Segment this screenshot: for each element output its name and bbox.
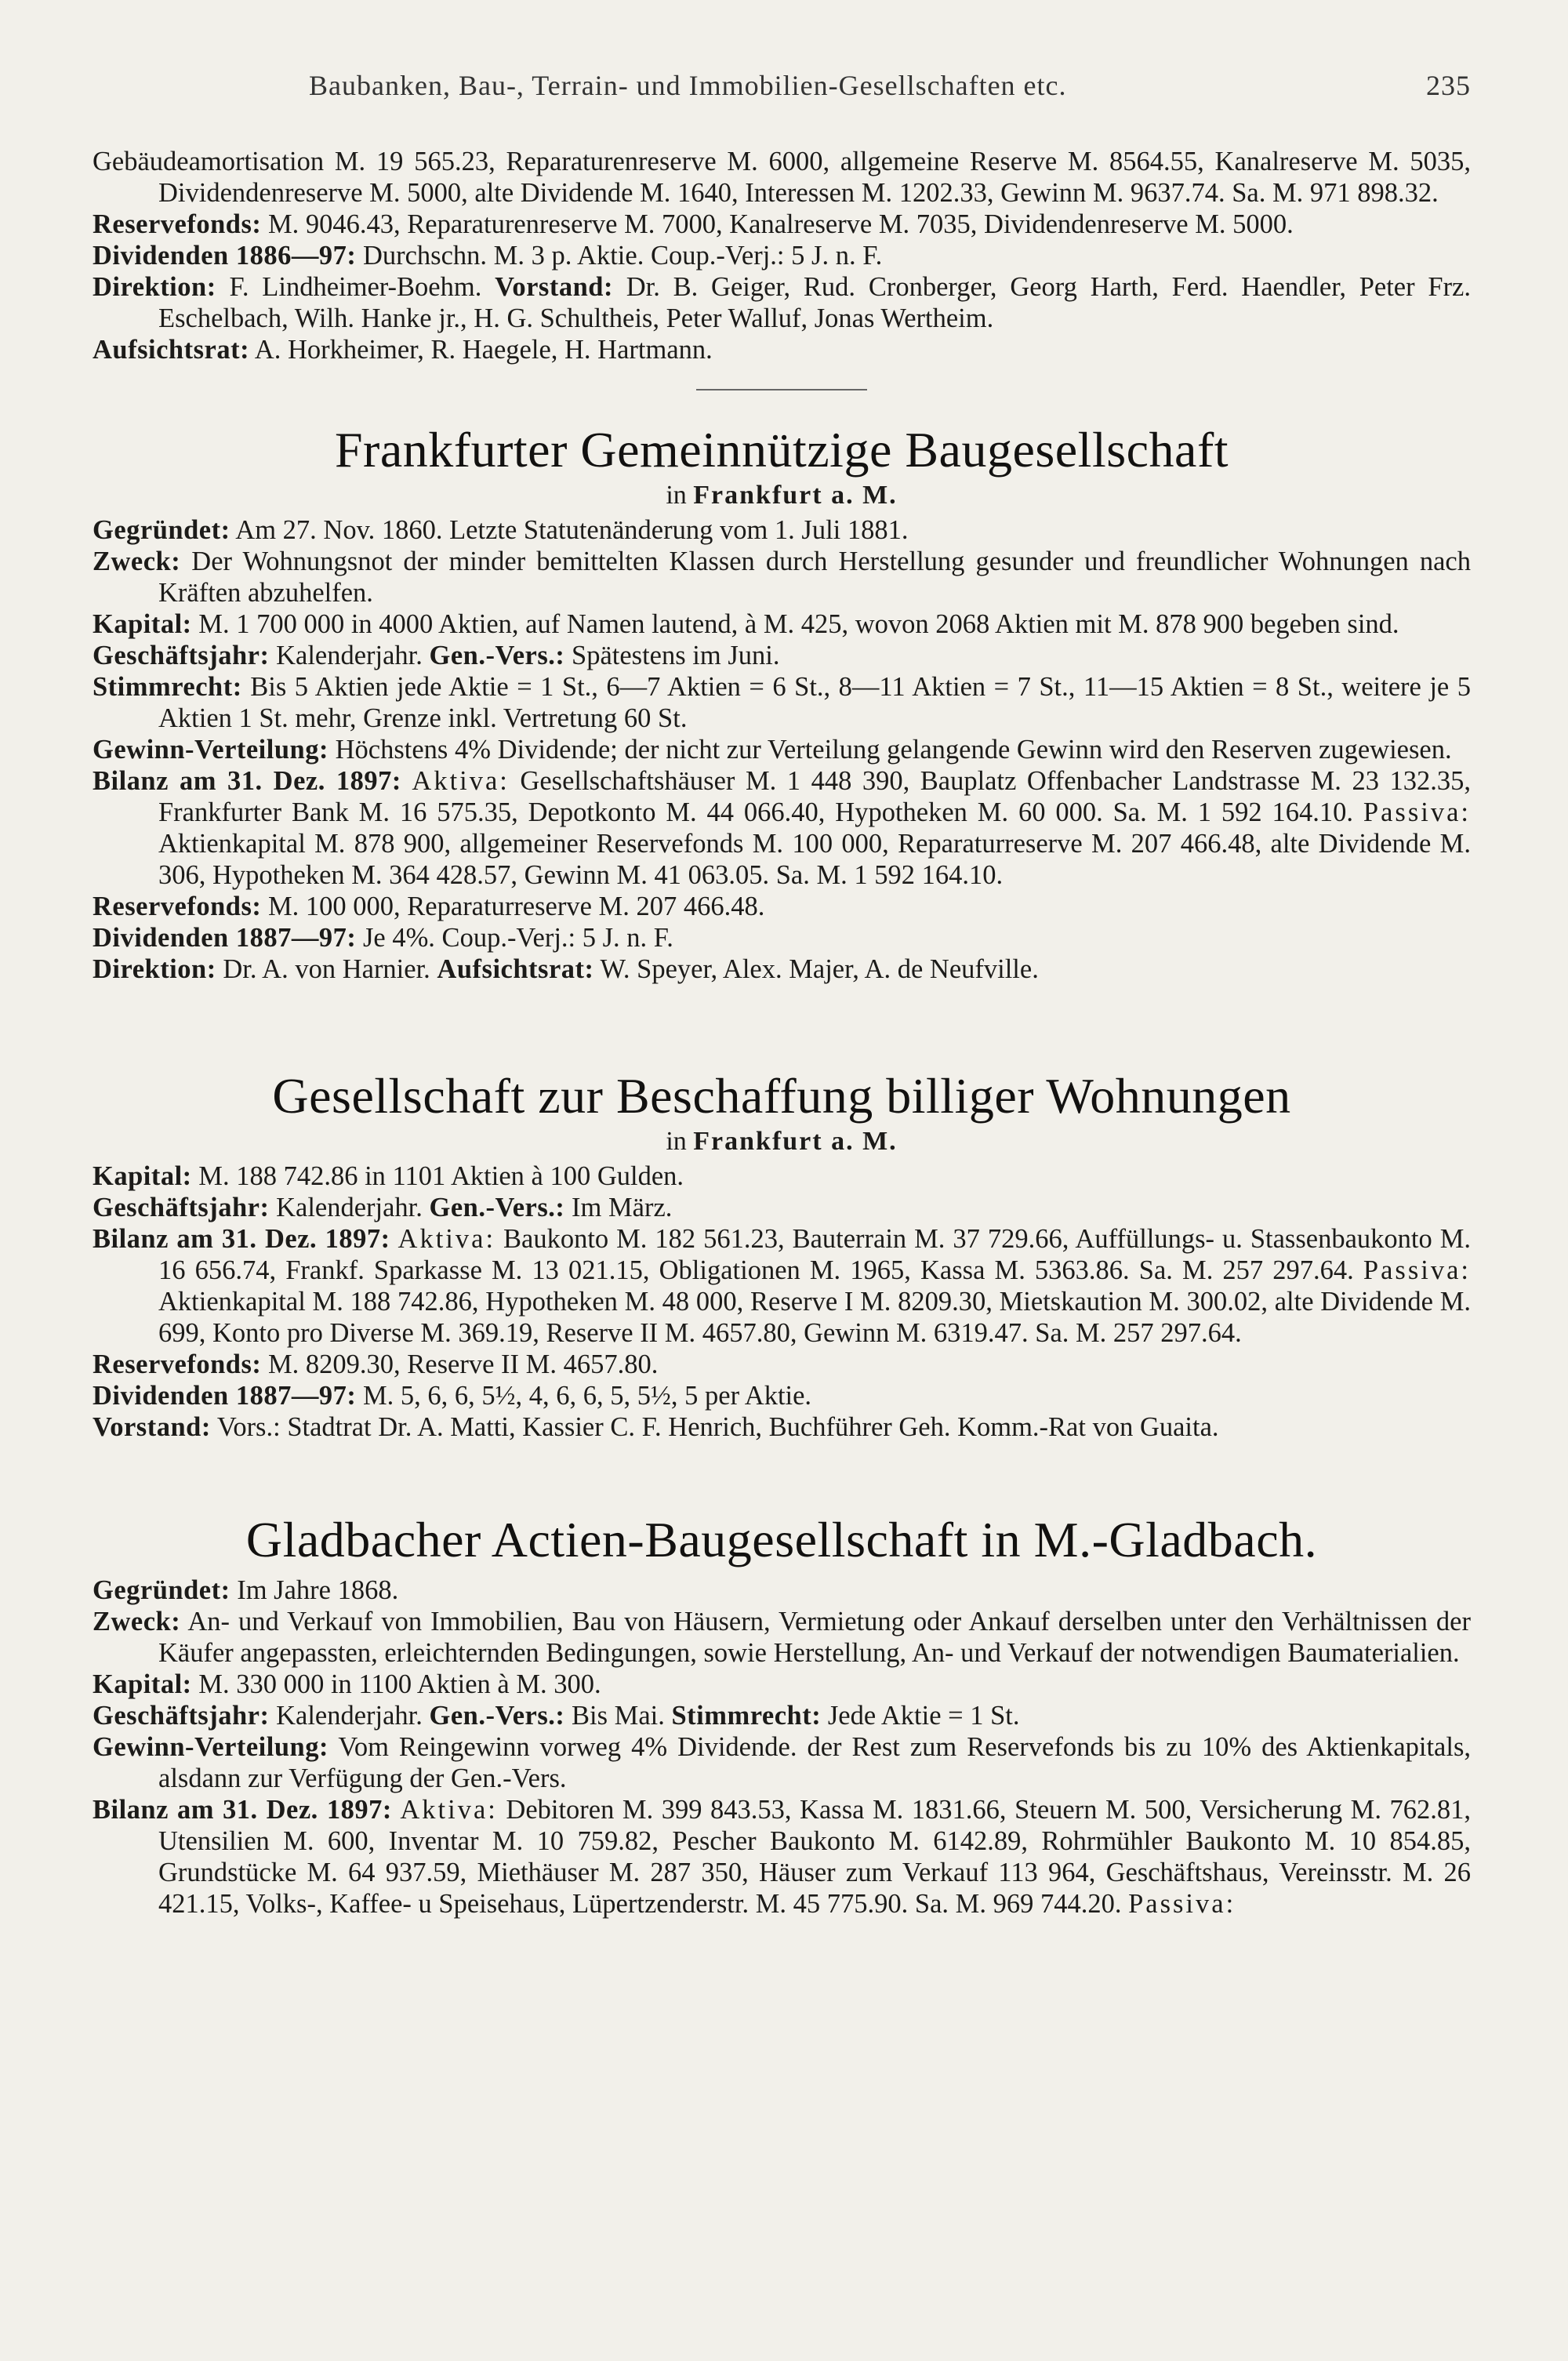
entry-continuation xyxy=(93,146,1471,365)
section-gap xyxy=(93,1443,1471,1510)
zweck-paragraph: Zweck: An- und Verkauf von Immobilien, Bau von Häusern, Vermietung oder Ankauf derselben unter den Verhältnissen der Käufer angepassten, erleichternden Bedingungen, sowie Herstellung, An- und Verkauf der notwendigen Baumaterialien. xyxy=(93,1607,1471,1668)
company-title: Gesellschaft zur Beschaffung billiger Wohnungen xyxy=(272,1068,1291,1124)
section-divider xyxy=(696,389,867,390)
stimmrecht-paragraph: Stimmrecht: Bis 5 Aktien jede Aktie = 1 St., 6—7 Aktien = 6 St., 8—11 Aktien = 7 St., 11—15 Aktien = 8 St., weitere je 5 Aktien 1 St. mehr, Grenze inkl. Vertretung 60 St. xyxy=(93,672,1471,733)
geschaeftsjahr-paragraph: Geschäftsjahr: Kalenderjahr. Gen.-Vers.: Spätestens im Juni. xyxy=(93,641,780,670)
company-title: Gladbacher Actien-Baugesellschaft in M.-Gladbach. xyxy=(245,1512,1318,1567)
gegruendet-paragraph: Gegründet: Am 27. Nov. 1860. Letzte Statutenänderung vom 1. Juli 1881. xyxy=(93,515,909,545)
section-gap xyxy=(93,985,1471,1066)
entry-gladbacher xyxy=(93,1510,1471,1920)
reservefonds-paragraph: Reservefonds: M. 100 000, Reparaturreserve M. 207 466.48. xyxy=(93,892,765,921)
company-location: in Frankfurt a. M. xyxy=(666,481,898,510)
company-title: Frankfurter Gemeinnützige Baugesellschaft xyxy=(334,422,1229,478)
reservefonds-paragraph: Reservefonds: M. 8209.30, Reserve II M. 4657.80. xyxy=(93,1349,659,1379)
kapital-paragraph: Kapital: M. 188 742.86 in 1101 Aktien à 100 Gulden. xyxy=(93,1161,684,1191)
dividenden-paragraph: Dividenden 1887—97: Je 4%. Coup.-Verj.: 5 J. n. F. xyxy=(93,923,673,953)
entry-billiger-wohnungen xyxy=(93,1066,1471,1443)
bilanz-paragraph: Bilanz am 31. Dez. 1897: Aktiva: Baukonto M. 182 561.23, Bauterrain M. 37 729.66, Auffüllungs- u. Stassenbaukonto M. 16 656.74, Frankf. Sparkasse M. 13 021.15, Obligationen M. 1965, Kassa M. 5363.86. Sa. M. 257 297.64. Passiva: Aktienkapital M. 188 742.86, Hypotheken M. 48 000, Reserve I M. 8209.30, Mietskaution M. 300.02, alte Dividende M. 699, Konto pro Diverse M. 369.19, Reserve II M. 4657.80, Gewinn M. 6319.47. Sa. M. 257 297.64. xyxy=(93,1224,1472,1348)
bilanz-paragraph: Bilanz am 31. Dez. 1897: Aktiva: Gesellschaftshäuser M. 1 448 390, Bauplatz Offenbacher Landstrasse M. 23 132.35, Frankfurter Bank M. 16 575.35, Depotkonto M. 44 066.40, Hypotheken M. 60 000. Sa. M. 1 592 164.10. Passiva: Aktienkapital M. 878 900, allgemeiner Reservefonds M. 100 000, Reparaturreserve M. 207 466.48, alte Dividende M. 306, Hypotheken M. 364 428.57, Gewinn M. 41 063.05. Sa. M. 1 592 164.10. xyxy=(93,766,1472,890)
direktion-paragraph: Direktion: Dr. A. von Harnier. Aufsichtsrat: W. Speyer, Alex. Majer, A. de Neufville. xyxy=(93,954,1039,984)
reservefonds-paragraph: Reservefonds: M. 9046.43, Reparaturenreserve M. 7000, Kanalreserve M. 7035, Dividendenreserve M. 5000. xyxy=(93,209,1294,239)
dividenden-paragraph: Dividenden 1886—97: Durchschn. M. 3 p. Aktie. Coup.-Verj.: 5 J. n. F. xyxy=(93,241,883,271)
kapital-paragraph: Kapital: M. 1 700 000 in 4000 Aktien, auf Namen lautend, à M. 425, wovon 2068 Aktien mit M. 878 900 begeben sind. xyxy=(93,609,1399,639)
vorstand-paragraph: Vorstand: Vors.: Stadtrat Dr. A. Matti, Kassier C. F. Henrich, Buchführer Geh. Komm.-Rat von Guaita. xyxy=(93,1412,1219,1442)
zweck-paragraph: Zweck: Der Wohnungsnot der minder bemittelten Klassen durch Herstellung gesunder und freundlicher Wohnungen nach Kräften abzuhelfen. xyxy=(93,547,1471,608)
running-header xyxy=(93,69,1471,108)
geschaeftsjahr-paragraph: Geschäftsjahr: Kalenderjahr. Gen.-Vers.: Im März. xyxy=(93,1193,673,1222)
dividenden-paragraph: Dividenden 1887—97: M. 5, 6, 6, 5½, 4, 6, 6, 5, 5½, 5 per Aktie. xyxy=(93,1381,812,1411)
aufsichtsrat-paragraph: Aufsichtsrat: A. Horkheimer, R. Haegele, H. Hartmann. xyxy=(93,335,713,365)
entry-frankfurter-gemeinnuetzige xyxy=(93,420,1471,985)
gewinn-verteilung-paragraph: Gewinn-Verteilung: Höchstens 4% Dividende; der nicht zur Verteilung gelangende Gewinn wird den Reserven zugewiesen. xyxy=(93,735,1452,765)
continuation-paragraph: Gebäudeamortisation M. 19 565.23, Reparaturenreserve M. 6000, allgemeine Reserve M. 8564.55, Kanalreserve M. 5035, Dividendenreserve M. 5000, alte Dividende M. 1640, Interessen M. 1202.33, Gewinn M. 9637.74. Sa. M. 971 898.32. xyxy=(93,147,1471,208)
direktion-paragraph: Direktion: F. Lindheimer-Boehm. Vorstand: Dr. B. Geiger, Rud. Cronberger, Georg Harth, Ferd. Haendler, Peter Frz. Eschelbach, Wilh. Hanke jr., H. G. Schultheis, Peter Walluf, Jonas Wertheim. xyxy=(93,272,1471,333)
kapital-paragraph: Kapital: M. 330 000 in 1100 Aktien à M. 300. xyxy=(93,1669,601,1699)
gegruendet-paragraph: Gegründet: Im Jahre 1868. xyxy=(93,1575,399,1605)
gewinn-verteilung-paragraph: Gewinn-Verteilung: Vom Reingewinn vorweg 4% Dividende. der Rest zum Reservefonds bis zu 10% des Aktienkapitals, alsdann zur Verfügung der Gen.-Vers. xyxy=(93,1732,1471,1793)
page-number: 235 xyxy=(1426,70,1471,101)
company-location: in Frankfurt a. M. xyxy=(666,1127,898,1156)
bilanz-paragraph: Bilanz am 31. Dez. 1897: Aktiva: Debitoren M. 399 843.53, Kassa M. 1831.66, Steuern M. 500, Versicherung M. 762.81, Utensilien M. 600, Inventar M. 10 759.82, Pescher Baukonto M. 6142.89, Rohrmühler Baukonto M. 10 854.85, Grundstücke M. 64 937.59, Miethäuser M. 287 350, Häuser zum Verkauf 113 964, Geschäftshaus, Vereinsstr. M. 26 421.15, Volks-, Kaffee- u Speisehaus, Lüpertzenderstr. M. 45 775.90. Sa. M. 969 744.20. Passiva: xyxy=(93,1795,1472,1919)
geschaeftsjahr-paragraph: Geschäftsjahr: Kalenderjahr. Gen.-Vers.: Bis Mai. Stimmrecht: Jede Aktie = 1 St. xyxy=(93,1701,1020,1731)
text-column xyxy=(93,146,1471,1920)
header-title: Baubanken, Bau-, Terrain- und Immobilien-Gesellschaften etc. xyxy=(309,70,1067,101)
